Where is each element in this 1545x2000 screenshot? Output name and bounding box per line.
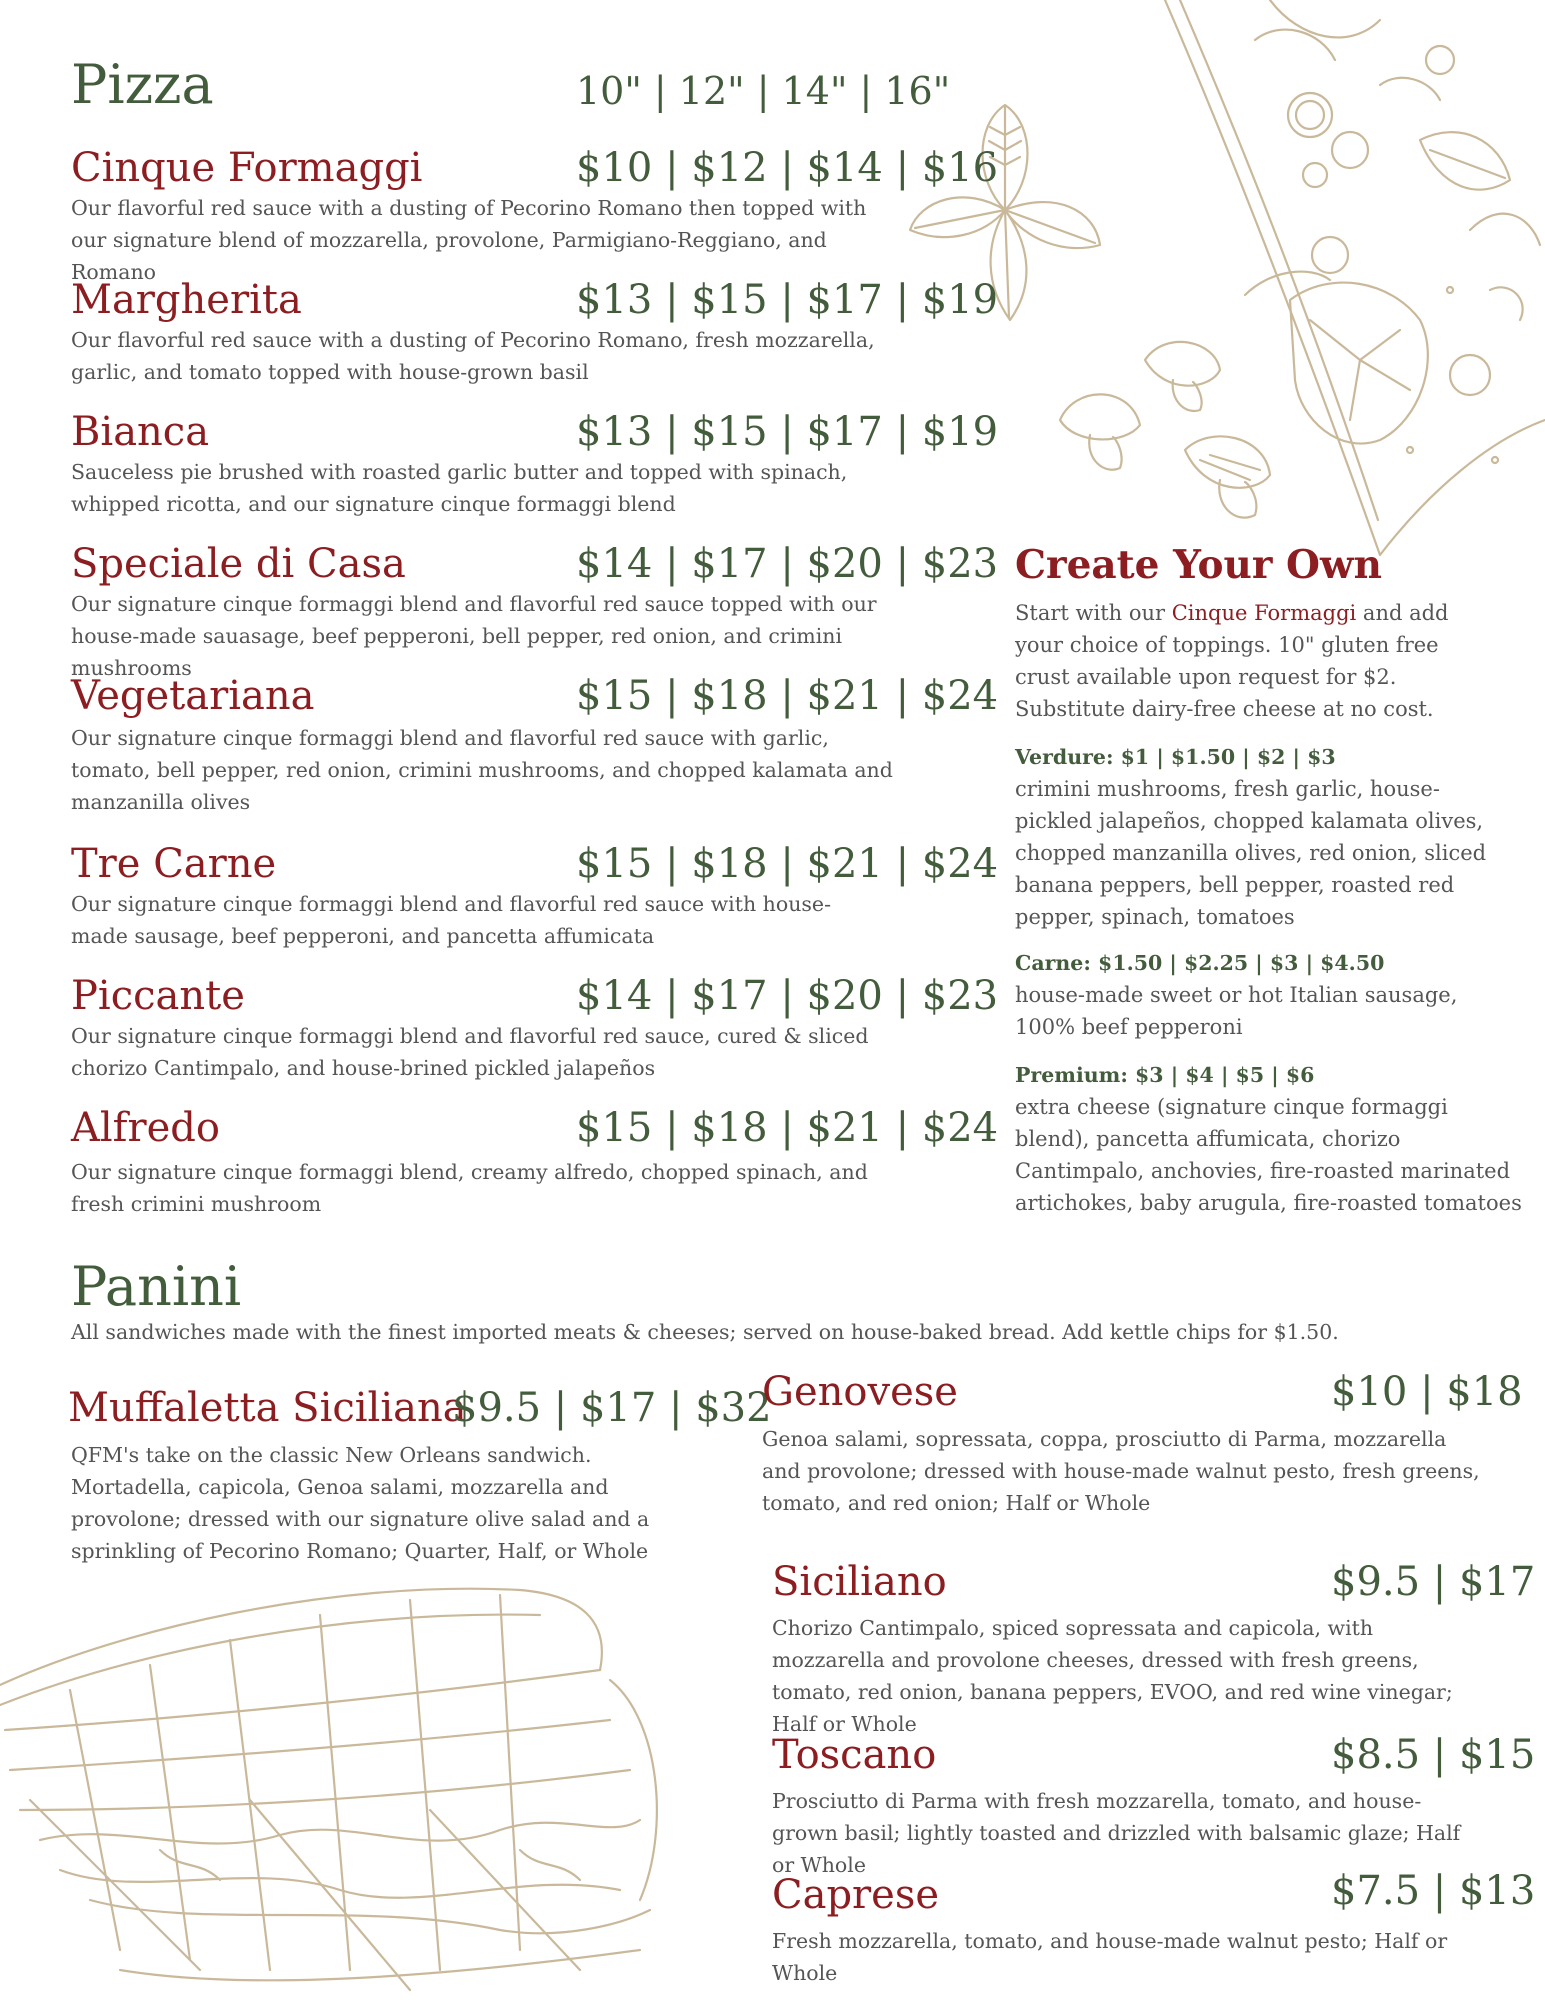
pizza-item-price: $14 | $17 | $20 | $23 <box>576 973 999 1019</box>
pizza-item-description: Our signature cinque formaggi blend, creamy alfredo, chopped spinach, and fresh crimini mushroom <box>71 1160 868 1216</box>
pizza-item-price: $14 | $17 | $20 | $23 <box>576 541 999 587</box>
topping-group-heading: Carne: $1.50 | $2.25 | $3 | $4.50 <box>1015 951 1385 975</box>
pizza-item-description: Our flavorful red sauce with a dusting of Pecorino Romano, fresh mozzarella, garlic, and tomato topped with house-grown basil <box>71 328 875 384</box>
pizza-item-description: Our signature cinque formaggi blend and flavorful red sauce topped with our house-made sauasage, beef pepperoni, bell pepper, red onion, and crimini mushrooms <box>71 592 877 680</box>
panini-item-price: $10 | $18 <box>1331 1369 1523 1415</box>
intro-highlight: Cinque Formaggi <box>1171 601 1357 625</box>
panini-item-name: Caprese <box>772 1872 940 1918</box>
panini-item-description: Fresh mozzarella, tomato, and house-made walnut pesto; Half or Whole <box>772 1929 1448 1985</box>
panini-item-description: Prosciutto di Parma with fresh mozzarella, tomato, and house-grown basil; lightly toasted and drizzled with balsamic glaze; Half or Whole <box>772 1789 1461 1877</box>
intro-text: and add your choice of toppings. 10" gluten free crust available upon request for $2. Substitute dairy-free cheese at no cost. <box>1015 601 1449 721</box>
pizza-item-price: $10 | $12 | $14 | $16 <box>576 145 999 191</box>
pizza-item-price: $15 | $18 | $21 | $24 <box>576 1105 999 1151</box>
pizza-item-price: $13 | $15 | $17 | $19 <box>576 277 999 323</box>
panini-item-description: Genoa salami, sopressata, coppa, prosciutto di Parma, mozzarella and provolone; dressed with house-made walnut pesto, fresh greens, tomato, and red onion; Half or Whole <box>762 1427 1480 1515</box>
pizza-item-name: Piccante <box>71 973 245 1019</box>
panini-subtitle: All sandwiches made with the finest imported meats & cheeses; served on house-baked bread. Add kettle chips for $1.50. <box>71 1320 1339 1344</box>
panini-item-description: QFM's take on the classic New Orleans sandwich. Mortadella, capicola, Genoa salami, mozzarella and provolone; dressed with our signature olive salad and a sprinkling of Pecorino Romano; Quarter, Half, or Whole <box>71 1443 650 1563</box>
create-your-own-title: Create Your Own <box>1015 542 1382 588</box>
pizza-sizes-header: 10" | 12" | 14" | 16" <box>576 69 951 113</box>
intro-text: Start with our <box>1015 601 1172 625</box>
pizza-item-price: $13 | $15 | $17 | $19 <box>576 409 999 455</box>
panini-item-price: $9.5 | $17 <box>1331 1559 1536 1605</box>
panini-item-price: $7.5 | $13 <box>1331 1868 1536 1914</box>
pizza-item-name: Alfredo <box>71 1105 220 1151</box>
pizza-section-title: Pizza <box>71 53 214 116</box>
topping-group-heading: Premium: $3 | $4 | $5 | $6 <box>1015 1063 1315 1087</box>
pizza-item-description: Our signature cinque formaggi blend and flavorful red sauce with garlic, tomato, bell pepper, red onion, crimini mushrooms, and chopped kalamata and manzanilla olives <box>71 726 893 814</box>
topping-group-heading: Verdure: $1 | $1.50 | $2 | $3 <box>1015 745 1336 769</box>
pizza-item-description: Sauceless pie brushed with roasted garlic butter and topped with spinach, whipped ricotta, and our signature cinque formaggi blend <box>71 460 848 516</box>
pizza-item-price: $15 | $18 | $21 | $24 <box>576 673 999 719</box>
pizza-item-name: Speciale di Casa <box>71 541 406 587</box>
panini-item-name: Toscano <box>772 1732 937 1778</box>
topping-group-list: crimini mushrooms, fresh garlic, house-pickled jalapeños, chopped kalamata olives, chopped manzanilla olives, red onion, sliced banana peppers, bell pepper, roasted red pepper, spinach, tomatoes <box>1015 777 1487 929</box>
pizza-item-name: Margherita <box>71 277 302 323</box>
topping-group-list: extra cheese (signature cinque formaggi blend), pancetta affumicata, chorizo Cantimpalo, anchovies, fire-roasted marinated artichokes, baby arugula, fire-roasted tomatoes <box>1015 1095 1522 1215</box>
panini-item-name: Genovese <box>762 1369 958 1415</box>
create-your-own-intro <box>1015 597 1495 725</box>
panini-item-price: $9.5 | $17 | $32 <box>452 1385 772 1431</box>
panini-item-price: $8.5 | $15 <box>1331 1732 1536 1778</box>
panini-item-name: Muffaletta Siciliana <box>68 1385 467 1431</box>
pizza-item-description: Our signature cinque formaggi blend and flavorful red sauce with house-made sausage, beef pepperoni, and pancetta affumicata <box>71 892 831 948</box>
pizza-item-name: Tre Carne <box>71 841 277 887</box>
pizza-item-name: Cinque Formaggi <box>71 145 423 191</box>
sandwich-illustration <box>0 1570 680 2000</box>
pizza-item-name: Vegetariana <box>71 673 315 719</box>
pizza-item-description: Our flavorful red sauce with a dusting of Pecorino Romano then topped with our signature blend of mozzarella, provolone, Parmigiano-Reggiano, and Romano <box>71 196 867 284</box>
panini-item-description: Chorizo Cantimpalo, spiced sopressata and capicola, with mozzarella and provolone cheeses, dressed with fresh greens, tomato, red onion, banana peppers, EVOO, and red wine vinegar; Half or Whole <box>772 1616 1453 1736</box>
panini-item-name: Siciliano <box>772 1559 947 1605</box>
pizza-item-price: $15 | $18 | $21 | $24 <box>576 841 999 887</box>
pizza-item-name: Bianca <box>71 409 210 455</box>
mushroom-illustration <box>1045 330 1290 540</box>
pizza-item-description: Our signature cinque formaggi blend and flavorful red sauce, cured & sliced chorizo Cantimpalo, and house-brined pickled jalapeños <box>71 1024 869 1080</box>
panini-section-title: Panini <box>71 1255 242 1318</box>
topping-group-list: house-made sweet or hot Italian sausage, 100% beef pepperoni <box>1015 983 1458 1039</box>
